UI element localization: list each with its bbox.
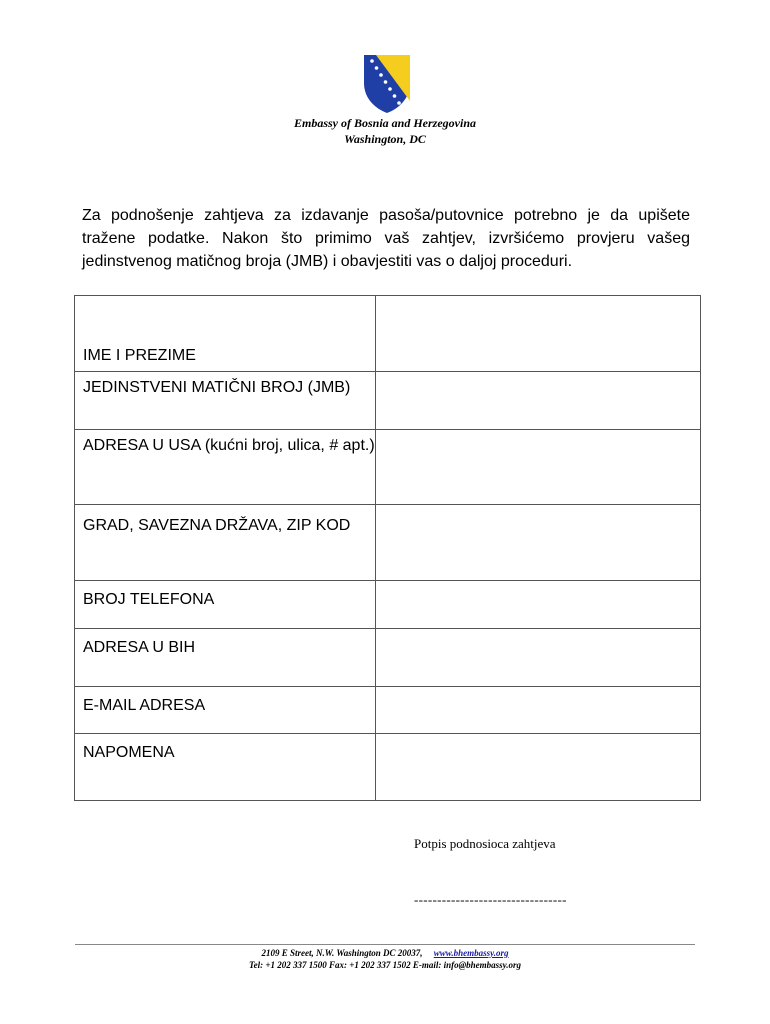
table-row xyxy=(75,296,701,372)
footer-divider xyxy=(75,944,695,945)
intro-paragraph: Za podnošenje zahtjeva za izdavanje pasoša/putovnice potrebno je da upišete tražene podatke. Nakon što primimo vaš zahtjev, izvršićemo provjeru vašeg jedinstvenog matičnog broja (JMB) i obavjestiti vas o daljoj proceduri. xyxy=(82,207,690,270)
footer-contacts: Tel: +1 202 337 1500 Fax: +1 202 337 1502 E-mail: info@bhembassy.org xyxy=(248,960,522,970)
embassy-name: Embassy of Bosnia and Herzegovina xyxy=(293,116,476,130)
table-row xyxy=(75,687,701,734)
footer-address-line xyxy=(0,948,770,958)
form-field-phone[interactable] xyxy=(376,581,701,629)
form-field-full-name[interactable] xyxy=(376,296,701,372)
form-label-full-name: IME I PREZIME xyxy=(75,296,376,372)
form-field-note[interactable] xyxy=(376,734,701,801)
table-row xyxy=(75,430,701,505)
form-label-note: NAPOMENA xyxy=(75,734,376,801)
footer-website-link[interactable]: www.bhembassy.org xyxy=(433,948,509,958)
table-row xyxy=(75,505,701,581)
table-row xyxy=(75,629,701,687)
form-label-usa-address: ADRESA U USA (kućni broj, ulica, # apt.) xyxy=(75,430,376,505)
form-field-city-state-zip[interactable] xyxy=(376,505,701,581)
form-label-phone: BROJ TELEFONA xyxy=(75,581,376,629)
signature-line[interactable]: --------------------------------- xyxy=(414,892,567,907)
footer-address: 2109 E Street, N.W. Washington DC 20037, xyxy=(261,948,423,958)
form-label-city-state-zip: GRAD, SAVEZNA DRŽAVA, ZIP KOD xyxy=(75,505,376,581)
table-row xyxy=(75,372,701,430)
form-label-jmb: JEDINSTVENI MATIČNI BROJ (JMB) xyxy=(75,372,376,430)
signature-label: Potpis podnosioca zahtjeva xyxy=(414,836,556,851)
form-field-email[interactable] xyxy=(376,687,701,734)
application-form-table xyxy=(74,295,701,801)
form-field-jmb[interactable] xyxy=(376,372,701,430)
form-field-usa-address[interactable] xyxy=(376,430,701,505)
form-label-email: E-MAIL ADRESA xyxy=(75,687,376,734)
form-field-bih-address[interactable] xyxy=(376,629,701,687)
embassy-city: Washington, DC xyxy=(344,132,426,146)
table-row xyxy=(75,734,701,801)
coat-of-arms-icon xyxy=(362,53,412,115)
form-label-bih-address: ADRESA U BIH xyxy=(75,629,376,687)
table-row xyxy=(75,581,701,629)
